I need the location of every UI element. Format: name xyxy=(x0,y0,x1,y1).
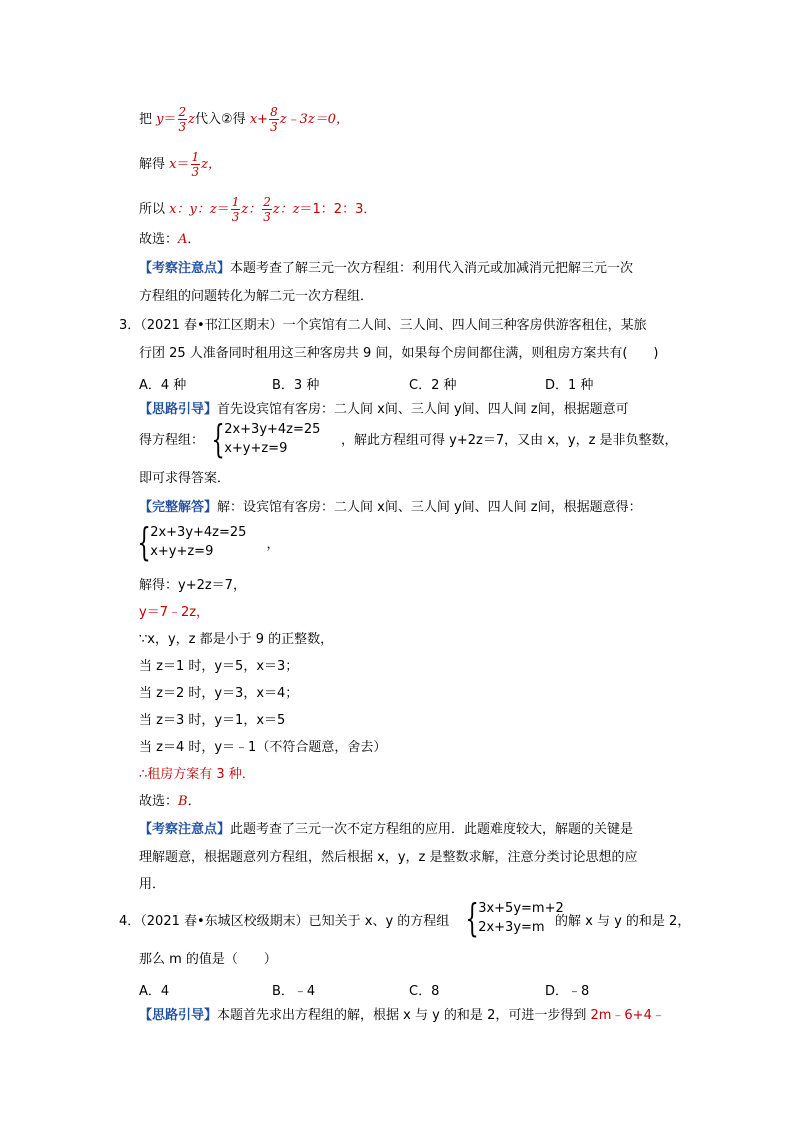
note-line: 用． xyxy=(139,877,166,892)
solution-line-substitute: 把 y＝ $\frac{2}{3}$ z代入②得 x+ $\frac{8}{3}$ z﹣3z＝0， xyxy=(139,105,349,134)
note-line: 理解题意，根据题意列方程组，然后根据 x，y，z 是整数求解，注意分类讨论思想的应 xyxy=(139,850,638,865)
hint-tag: 【思路引导】 xyxy=(139,402,218,417)
note-block: 【考察注意点】本题考查了解三元一次方程组：利用代入消元或加减消元把解三元一次 xyxy=(139,261,634,276)
solution-step: 解得：y+2z＝7， xyxy=(139,578,246,593)
fraction: $\frac{1}{3}$ xyxy=(231,195,240,224)
fraction: $\frac{8}{3}$ xyxy=(270,105,278,134)
hint-line: 得方程组： xyxy=(139,433,205,448)
equation-system: { 3x+5y=m+2 2x+3y=m xyxy=(465,896,564,940)
note-line: 方程组的问题转化为解二元一次方程组． xyxy=(139,289,374,304)
hint-block: 【思路引导】本题首先求出方程组的解，根据 x 与 y 的和是 2，可进一步得到 2m﹣6+4﹣ xyxy=(139,1008,665,1023)
solution-tag: 【完整解答】 xyxy=(139,500,218,515)
fraction: $\frac{1}{3}$ xyxy=(191,150,200,179)
option-a: A．4 xyxy=(139,984,170,999)
solution-step: y＝7﹣2z， xyxy=(139,605,210,620)
option-d: D．﹣8 xyxy=(545,984,590,999)
note-tag: 【考察注意点】 xyxy=(139,822,231,837)
answer-line: 故选：A． xyxy=(139,232,201,247)
question-3-line: 3．（2021 春•邗江区期末）一个宾馆有二人间、三人间、四人间三种客房供游客租住，某旅 xyxy=(119,318,647,333)
solution-step: 当 z＝2 时，y＝3，x＝4； xyxy=(139,686,299,701)
option-a: A．4 种 xyxy=(139,378,187,393)
option-c: C．8 xyxy=(409,984,440,999)
full-solution: 【完整解答】解：设宾馆有客房：二人间 x间、三人间 y间、四人间 z间，根据题意得： xyxy=(139,500,642,515)
hint-tag: 【思路引导】 xyxy=(139,1008,218,1023)
hint-line: ，解此方程组可得 y+2z＝7，又由 x，y，z 是非负整数， xyxy=(341,433,678,448)
option-c: C．2 种 xyxy=(409,378,457,393)
question-3-line: 行团 25 人准备同时租用这三种客房共 9 间，如果每个房间都住满，则租房方案共有( ) xyxy=(139,346,659,361)
solution-line-solve-x: 解得 x＝ $\frac{1}{3}$ z， xyxy=(139,150,221,179)
hint-block: 【思路引导】首先设宾馆有客房：二人间 x间、三人间 y间、四人间 z间，根据题意可 xyxy=(139,402,629,417)
fraction: $\frac{2}{3}$ xyxy=(263,195,271,224)
note-tag: 【考察注意点】 xyxy=(139,261,231,276)
solution-step: 当 z＝3 时，y＝1，x＝5 xyxy=(139,713,286,728)
question-4-line: 那么 m 的值是（ ） xyxy=(139,952,277,967)
solution-step: ∴租房方案有 3 种． xyxy=(139,767,255,782)
note-block: 【考察注意点】此题考查了三元一次不定方程组的应用．此题难度较大，解题的关键是 xyxy=(139,822,634,837)
hint-line: 即可求得答案． xyxy=(139,471,231,486)
equation-system: { 2x+3y+4z=25 x+y+z=9 xyxy=(211,417,321,461)
solution-line-ratio: 所以 x：y：z＝ $\frac{1}{3}$ z： $\frac{2}{3}$ z：z＝1：2：3． xyxy=(139,195,377,224)
question-4-line: 的解 x 与 y 的和是 2， xyxy=(555,914,691,929)
fraction: $\frac{2}{3}$ xyxy=(178,105,187,134)
solution-step: ∵x，y，z 都是小于 9 的正整数， xyxy=(139,632,334,647)
option-d: D．1 种 xyxy=(545,378,594,393)
solution-step: 当 z＝1 时，y＝5，x＝3； xyxy=(139,659,299,674)
question-4-line: 4．（2021 春•东城区校级期末）已知关于 x、y 的方程组 xyxy=(119,914,450,929)
option-b: B．﹣4 xyxy=(272,984,316,999)
option-b: B．3 种 xyxy=(272,378,320,393)
equation-system: { 2x+3y+4z=25 x+y+z=9 ， xyxy=(137,520,280,564)
answer-line: 故选：B． xyxy=(139,794,201,809)
solution-step: 当 z＝4 时，y＝﹣1（不符合题意，舍去） xyxy=(139,740,387,755)
